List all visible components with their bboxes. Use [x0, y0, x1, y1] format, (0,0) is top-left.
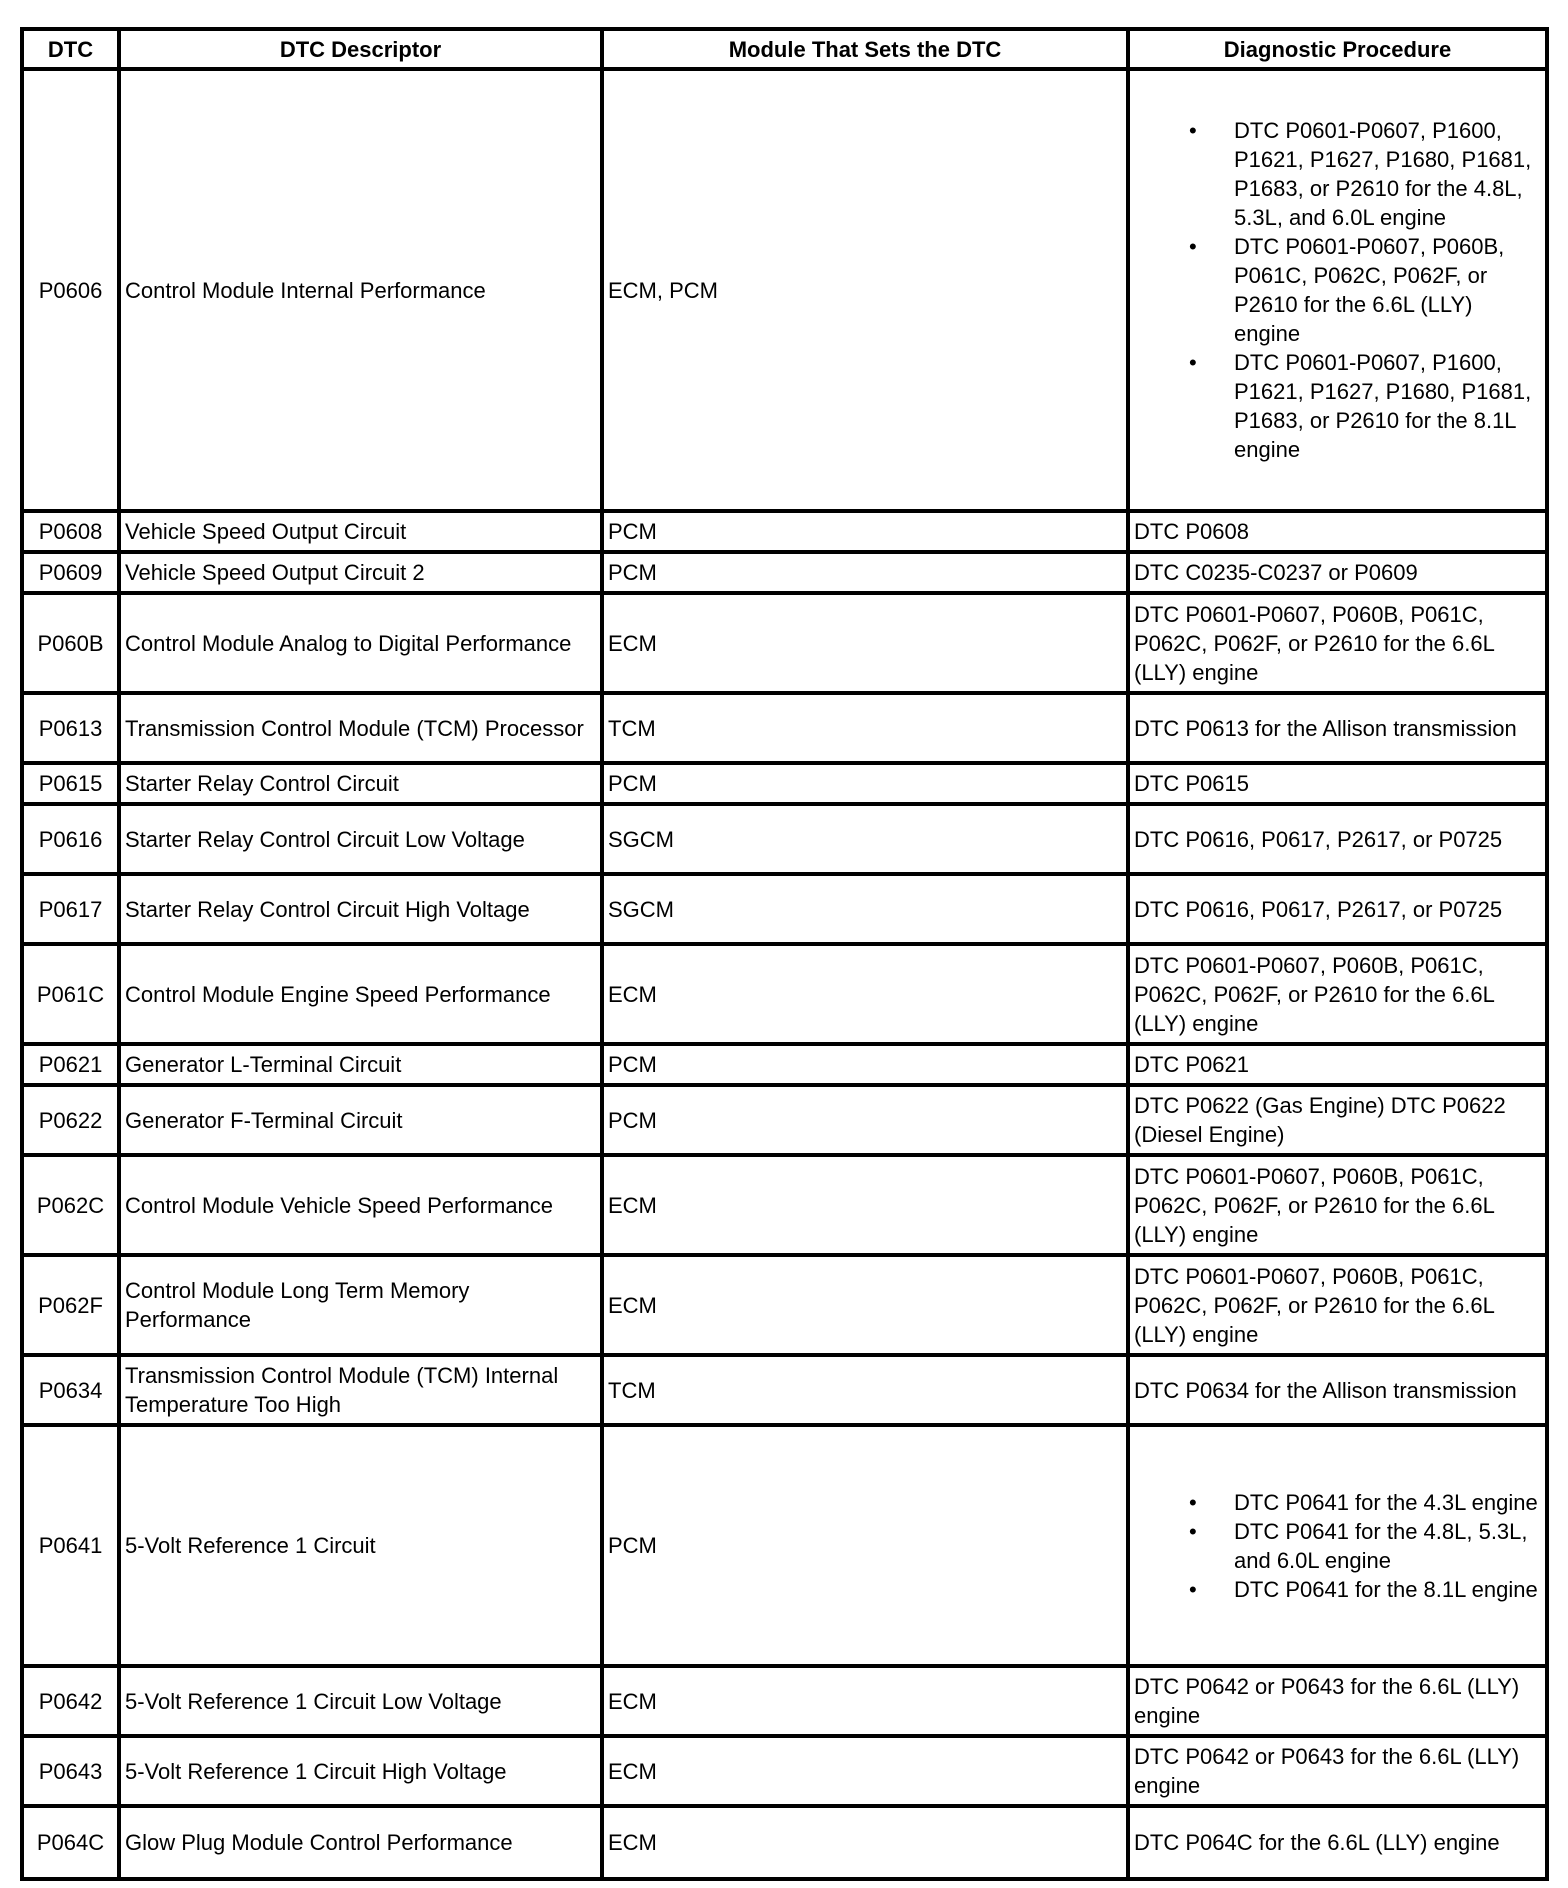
dtc-code: P064C [22, 1806, 119, 1879]
table-row [22, 1085, 1547, 1155]
procedure-item: • DTC P0641 for the 8.1L engine [1189, 1575, 1541, 1604]
dtc-descriptor: Control Module Analog to Digital Performance [119, 593, 602, 693]
diagnostic-procedure: DTC P0608 [1128, 511, 1547, 552]
dtc-descriptor: Starter Relay Control Circuit High Voltage [119, 874, 602, 944]
dtc-code: P0615 [22, 763, 119, 804]
module-name: ECM [602, 1806, 1128, 1879]
dtc-descriptor: Starter Relay Control Circuit Low Voltage [119, 804, 602, 874]
module-name: ECM, PCM [602, 69, 1128, 511]
module-name: ECM [602, 1155, 1128, 1255]
table-row [22, 1666, 1547, 1736]
module-name: PCM [602, 1044, 1128, 1085]
table-row [22, 593, 1547, 693]
module-name: PCM [602, 1425, 1128, 1666]
dtc-code: P0643 [22, 1736, 119, 1806]
table-row [22, 552, 1547, 593]
diagnostic-procedure: DTC P0621 [1128, 1044, 1547, 1085]
module-name: PCM [602, 511, 1128, 552]
table-row [22, 763, 1547, 804]
procedure-item: • DTC P0601-P0607, P060B, P061C, P062C, P062F, or P2610 for the 6.6L (LLY) engine [1189, 232, 1541, 348]
table-row [22, 1255, 1547, 1355]
dtc-descriptor: Control Module Long Term Memory Performance [119, 1255, 602, 1355]
table-row [22, 693, 1547, 763]
table-row [22, 1806, 1547, 1879]
dtc-descriptor: Transmission Control Module (TCM) Processor [119, 693, 602, 763]
dtc-descriptor: Vehicle Speed Output Circuit 2 [119, 552, 602, 593]
module-name: ECM [602, 1736, 1128, 1806]
diagnostic-procedure: DTC P0616, P0617, P2617, or P0725 [1128, 874, 1547, 944]
dtc-descriptor: Control Module Internal Performance [119, 69, 602, 511]
dtc-descriptor: Vehicle Speed Output Circuit [119, 511, 602, 552]
dtc-descriptor: Control Module Engine Speed Performance [119, 944, 602, 1044]
header-row [22, 29, 1547, 69]
dtc-code: P0634 [22, 1355, 119, 1425]
dtc-code: P0609 [22, 552, 119, 593]
dtc-code: P0622 [22, 1085, 119, 1155]
module-name: ECM [602, 944, 1128, 1044]
dtc-table [20, 27, 1549, 1881]
dtc-descriptor: Glow Plug Module Control Performance [119, 1806, 602, 1879]
dtc-descriptor: 5-Volt Reference 1 Circuit High Voltage [119, 1736, 602, 1806]
diagnostic-procedure: DTC P0601-P0607, P060B, P061C, P062C, P062F, or P2610 for the 6.6L (LLY) engine [1128, 1155, 1547, 1255]
dtc-code: P0613 [22, 693, 119, 763]
diagnostic-procedure: DTC P0615 [1128, 763, 1547, 804]
module-name: PCM [602, 552, 1128, 593]
diagnostic-procedure: DTC C0235-C0237 or P0609 [1128, 552, 1547, 593]
table-row [22, 1425, 1547, 1666]
procedure-list [1134, 116, 1541, 464]
table-row [22, 1044, 1547, 1085]
table-row [22, 874, 1547, 944]
procedure-item: • DTC P0601-P0607, P1600, P1621, P1627, P1680, P1681, P1683, or P2610 for the 8.1L engine [1189, 348, 1541, 464]
diagnostic-procedure: DTC P0601-P0607, P060B, P061C, P062C, P062F, or P2610 for the 6.6L (LLY) engine [1128, 1255, 1547, 1355]
module-name: TCM [602, 1355, 1128, 1425]
diagnostic-procedure: DTC P0613 for the Allison transmission [1128, 693, 1547, 763]
table-row [22, 1736, 1547, 1806]
dtc-code: P0606 [22, 69, 119, 511]
module-name: SGCM [602, 804, 1128, 874]
header-procedure: Diagnostic Procedure [1128, 29, 1547, 69]
procedure-item: • DTC P0601-P0607, P1600, P1621, P1627, P1680, P1681, P1683, or P2610 for the 4.8L, 5.3L, and 6.0L engine [1189, 116, 1541, 232]
module-name: ECM [602, 1255, 1128, 1355]
dtc-code: P061C [22, 944, 119, 1044]
dtc-code: P0608 [22, 511, 119, 552]
table-row [22, 1155, 1547, 1255]
dtc-code: P062C [22, 1155, 119, 1255]
dtc-descriptor: Generator L-Terminal Circuit [119, 1044, 602, 1085]
dtc-code: P0616 [22, 804, 119, 874]
table-row [22, 944, 1547, 1044]
diagnostic-procedure [1128, 1425, 1547, 1666]
dtc-code: P062F [22, 1255, 119, 1355]
diagnostic-procedure: DTC P0601-P0607, P060B, P061C, P062C, P062F, or P2610 for the 6.6L (LLY) engine [1128, 593, 1547, 693]
dtc-code: P060B [22, 593, 119, 693]
table-row [22, 69, 1547, 511]
dtc-code: P0617 [22, 874, 119, 944]
procedure-item: • DTC P0641 for the 4.8L, 5.3L, and 6.0L engine [1189, 1517, 1541, 1575]
module-name: SGCM [602, 874, 1128, 944]
dtc-descriptor: Starter Relay Control Circuit [119, 763, 602, 804]
procedure-item: • DTC P0641 for the 4.3L engine [1189, 1488, 1541, 1517]
procedure-list [1134, 1488, 1541, 1604]
diagnostic-procedure: DTC P0622 (Gas Engine) DTC P0622 (Diesel Engine) [1128, 1085, 1547, 1155]
diagnostic-procedure: DTC P064C for the 6.6L (LLY) engine [1128, 1806, 1547, 1879]
diagnostic-procedure: DTC P0642 or P0643 for the 6.6L (LLY) engine [1128, 1666, 1547, 1736]
module-name: PCM [602, 1085, 1128, 1155]
dtc-descriptor: Generator F-Terminal Circuit [119, 1085, 602, 1155]
dtc-descriptor: 5-Volt Reference 1 Circuit Low Voltage [119, 1666, 602, 1736]
table-row [22, 511, 1547, 552]
dtc-descriptor: Transmission Control Module (TCM) Internal Temperature Too High [119, 1355, 602, 1425]
module-name: TCM [602, 693, 1128, 763]
dtc-code: P0621 [22, 1044, 119, 1085]
header-descriptor: DTC Descriptor [119, 29, 602, 69]
dtc-code: P0641 [22, 1425, 119, 1666]
table-row [22, 804, 1547, 874]
dtc-descriptor: Control Module Vehicle Speed Performance [119, 1155, 602, 1255]
diagnostic-procedure: DTC P0642 or P0643 for the 6.6L (LLY) engine [1128, 1736, 1547, 1806]
dtc-descriptor: 5-Volt Reference 1 Circuit [119, 1425, 602, 1666]
dtc-code: P0642 [22, 1666, 119, 1736]
diagnostic-procedure: DTC P0601-P0607, P060B, P061C, P062C, P062F, or P2610 for the 6.6L (LLY) engine [1128, 944, 1547, 1044]
header-module: Module That Sets the DTC [602, 29, 1128, 69]
module-name: ECM [602, 593, 1128, 693]
diagnostic-procedure [1128, 69, 1547, 511]
module-name: PCM [602, 763, 1128, 804]
module-name: ECM [602, 1666, 1128, 1736]
diagnostic-procedure: DTC P0616, P0617, P2617, or P0725 [1128, 804, 1547, 874]
table-row [22, 1355, 1547, 1425]
header-dtc: DTC [22, 29, 119, 69]
diagnostic-procedure: DTC P0634 for the Allison transmission [1128, 1355, 1547, 1425]
